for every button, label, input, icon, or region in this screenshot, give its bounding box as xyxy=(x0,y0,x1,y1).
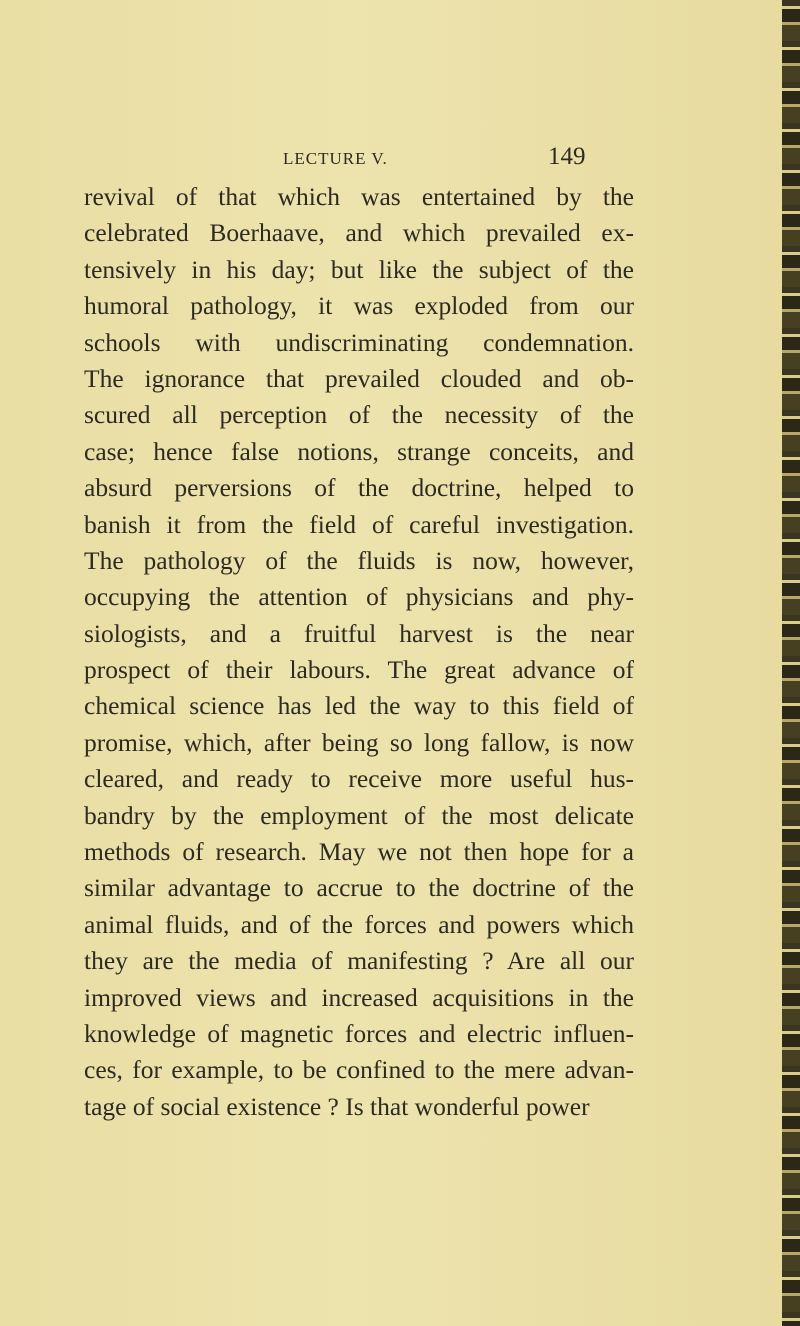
text-line: promise, which, after being so long fallow, is now xyxy=(84,727,634,757)
text-line: revival of that which was entertained by the xyxy=(84,182,634,211)
text-line: methods of research. May we not then hope for a xyxy=(84,837,634,867)
text-line: schools with undiscriminating condemnation. xyxy=(84,327,634,357)
text-line: banish it from the field of careful investigation. xyxy=(84,509,634,539)
text-line: tage of social existence ? Is that wonderful power xyxy=(84,1091,590,1121)
text-line: scured all perception of the necessity of the xyxy=(84,400,634,430)
text-line: siologists, and a fruitful harvest is the near xyxy=(84,618,634,648)
page-edge xyxy=(782,0,800,1326)
text-line: prospect of their labours. The great advance of xyxy=(84,655,634,685)
text-line: humoral pathology, it was exploded from our xyxy=(84,291,634,321)
text-line: cleared, and ready to receive more useful hus- xyxy=(84,764,634,794)
text-line: they are the media of manifesting ? Are all our xyxy=(84,946,634,976)
page-number: 149 xyxy=(548,143,586,170)
text-line: chemical science has led the way to this field of xyxy=(84,691,634,721)
text-line: bandry by the employment of the most delicate xyxy=(84,800,634,830)
text-line: knowledge of magnetic forces and electric influen- xyxy=(84,1018,634,1048)
text-line: case; hence false notions, strange conceits, and xyxy=(84,436,634,466)
text-line: absurd perversions of the doctrine, helped to xyxy=(84,473,634,503)
body-text xyxy=(84,179,634,1125)
running-head: LECTURE V. xyxy=(283,149,388,168)
text-line: The ignorance that prevailed clouded and ob- xyxy=(84,363,634,393)
text-line: occupying the attention of physicians and phy- xyxy=(84,582,634,612)
text-line: animal fluids, and of the forces and powers which xyxy=(84,909,634,939)
text-line: celebrated Boerhaave, and which prevailed ex- xyxy=(84,218,634,248)
page-header xyxy=(283,143,623,183)
text-line: similar advantage to accrue to the doctrine of the xyxy=(84,873,634,903)
text-line: improved views and increased acquisitions in the xyxy=(84,982,634,1012)
text-line: The pathology of the fluids is now, however, xyxy=(84,545,634,575)
text-line: ces, for example, to be confined to the mere advan- xyxy=(84,1055,634,1085)
text-line: tensively in his day; but like the subject of the xyxy=(84,254,634,284)
